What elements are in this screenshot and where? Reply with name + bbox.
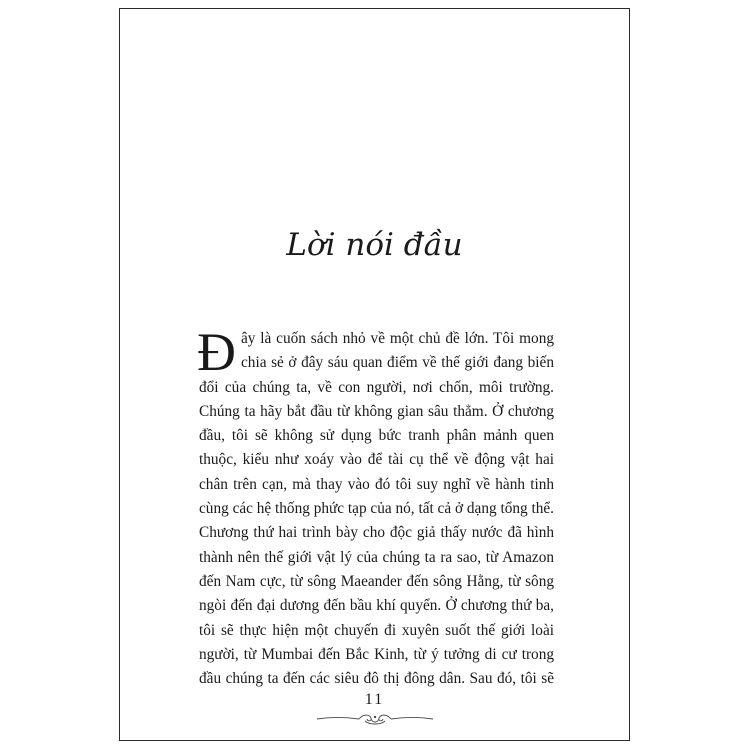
text-line: ngòi đến đại dương đến bầu khí quyển. Ở chương thứ ba, (199, 597, 554, 615)
text-line: chia sẻ ở đây sáu quan điểm về thế giới đang biến (241, 354, 554, 372)
text-line: đổi của chúng ta, về con người, nơi chốn, môi trường. (199, 378, 554, 396)
flourish-ornament-icon (315, 712, 435, 726)
body-paragraph (197, 322, 554, 691)
book-page (119, 8, 630, 741)
text-line: Chúng ta hãy bắt đầu từ không gian sâu thẳm. Ở chương (199, 402, 554, 420)
text-line: đầu, tôi sẽ không sử dụng bức tranh phân mảnh quen (199, 427, 554, 445)
text-line: ây là cuốn sách nhỏ về một chủ đề lớn. Tôi mong (241, 330, 554, 347)
text-line: Chương thứ hai trình bày cho độc giả thấy nước đã hình (199, 524, 554, 542)
text-line: chân trên cạn, mà thay vào đó tôi suy nghĩ về hành tinh (199, 475, 554, 493)
text-line: thành nên thế giới vật lý của chúng ta ra sao, từ Amazon (199, 548, 554, 566)
text-line: tôi sẽ thực hiện một chuyến đi xuyên suốt thế giới loài (199, 621, 554, 639)
drop-cap: Đ (197, 322, 236, 382)
text-line: đến Nam cực, từ sông Maeander đến sông Hằng, từ sông (199, 572, 554, 590)
text-line: đầu chúng ta đến các siêu đô thị đông dân. Sau đó, tôi sẽ (199, 670, 554, 688)
chapter-title: Lời nói đầu (286, 227, 463, 263)
page-number: 11 (364, 691, 385, 708)
text-line: thuộc, kiểu như xoáy vào để tài cụ thể về động vật hai (199, 451, 554, 469)
text-line: cùng các hệ thống phức tạp của nó, tất cả ở dạng tổng thể. (199, 500, 554, 518)
text-line: người, từ Mumbai đến Bắc Kinh, từ ý tưởng di cư trong (199, 645, 554, 663)
